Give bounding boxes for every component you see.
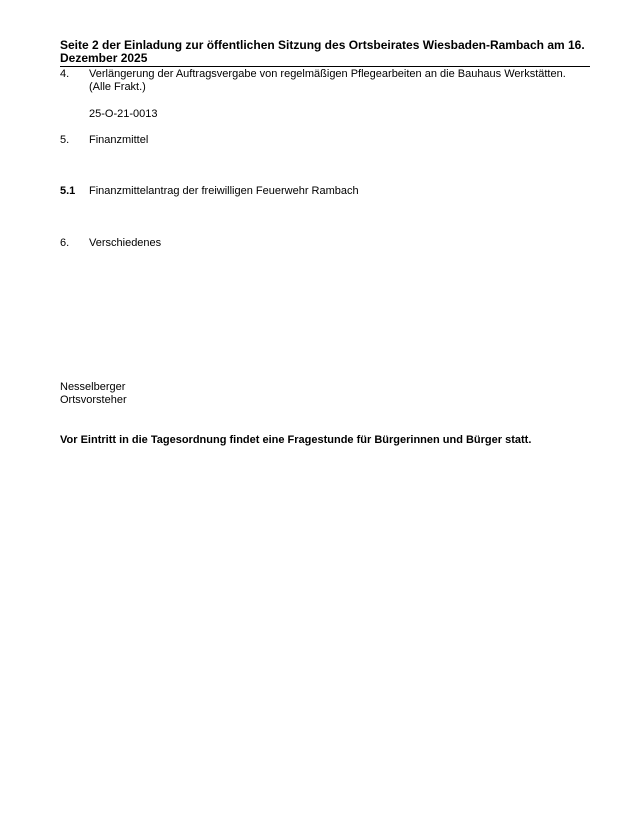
agenda-item-title: Verschiedenes — [89, 237, 162, 249]
agenda-item-title: Finanzmittel — [89, 134, 149, 146]
page-header — [60, 39, 590, 67]
closing-note: Vor Eintritt in die Tagesordnung findet eine Fragestunde für Bürgerinnen und Bürger statt. — [60, 434, 532, 446]
header-line-2: Dezember 2025 — [60, 51, 148, 65]
agenda-item-reference: 25-O-21-0013 — [89, 108, 158, 120]
header-line-1: Seite 2 der Einladung zur öffentlichen Sitzung des Ortsbeirates Wiesbaden-Rambach am 16. — [60, 38, 585, 52]
agenda-item-title: Finanzmittelantrag der freiwilligen Feuerwehr Rambach — [89, 185, 359, 197]
agenda-item-text — [89, 68, 609, 94]
signature-name: Nesselberger — [60, 381, 126, 393]
signature-title: Ortsvorsteher — [60, 394, 127, 406]
agenda-item-note: (Alle Frakt.) — [89, 81, 146, 93]
agenda-item-number: 4. — [60, 68, 70, 80]
agenda-item-number: 6. — [60, 237, 70, 249]
agenda-item-number: 5.1 — [60, 185, 76, 197]
agenda-item-title: Verlängerung der Auftragsvergabe von regelmäßigen Pflegearbeiten an die Bauhaus Werkstätten. — [89, 68, 566, 80]
agenda-item-number: 5. — [60, 134, 70, 146]
signature-block — [60, 381, 127, 407]
